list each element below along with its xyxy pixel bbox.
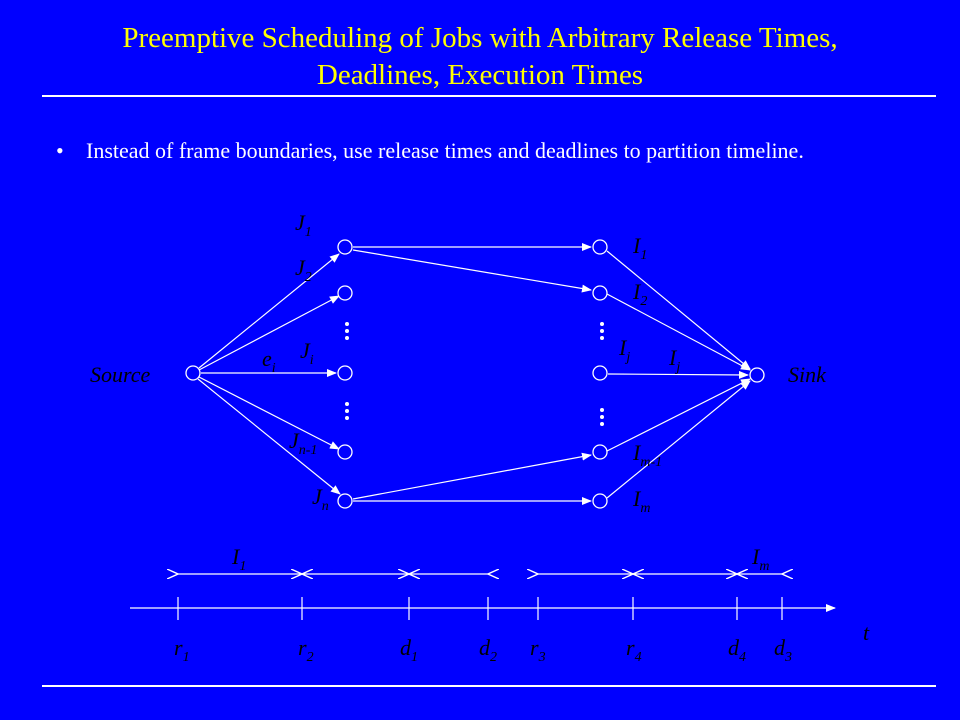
edge-source-jn — [198, 379, 340, 494]
job-label-i: $J_i$ — [300, 338, 314, 368]
timeline-interval-label-1: $I_1$ — [232, 544, 247, 574]
edge-label-ei: $e_i$ — [262, 346, 276, 376]
interval-label-j: $I_j$ — [619, 335, 631, 365]
interval-node-2 — [593, 286, 607, 300]
job-node-i — [338, 366, 352, 380]
ellipsis-icon — [600, 322, 604, 340]
tick-label-r3: $r_3$ — [530, 635, 546, 665]
source-label: Source — [90, 362, 151, 387]
job-label-1: $J_1$ — [295, 210, 312, 240]
ellipsis-icon — [345, 322, 349, 340]
ellipsis-markers — [345, 322, 604, 426]
source-node — [186, 366, 200, 380]
edge-source-jn1 — [199, 377, 339, 449]
interval-node-m — [593, 494, 607, 508]
timeline-axis — [130, 597, 835, 620]
tick-label-d1: $d_1$ — [400, 635, 418, 665]
footer-divider — [42, 685, 936, 687]
graph-labels — [90, 210, 827, 516]
interval-node-m-1 — [593, 445, 607, 459]
edge-label-ij: $I_j$ — [669, 345, 681, 375]
edge-jn-im1 — [353, 455, 591, 499]
title-line-2: Deadlines, Execution Times — [316, 59, 644, 91]
job-label-2: $J_2$ — [295, 255, 312, 285]
job-label-n-1: $J_{n-1}$ — [289, 428, 318, 458]
tick-label-r1: $r_1$ — [174, 635, 190, 665]
bullet-text: Instead of frame boundaries, use release times and deadlines to partition timeline. — [86, 138, 804, 163]
ellipsis-icon — [345, 402, 349, 420]
job-node-n — [338, 494, 352, 508]
job-node-n-1 — [338, 445, 352, 459]
tick-label-d2: $d_2$ — [479, 635, 497, 665]
timeline-interval-label-m: $I_m$ — [752, 544, 770, 574]
interval-node-j — [593, 366, 607, 380]
interval-label-m-1: $I_{m-1}$ — [633, 440, 663, 470]
tick-label-d3: $d_3$ — [774, 635, 792, 665]
sink-node — [750, 368, 764, 382]
job-interval-edges — [353, 247, 591, 501]
tick-label-r2: $r_2$ — [298, 635, 314, 665]
job-node-2 — [338, 286, 352, 300]
edge-j1-i2 — [353, 250, 591, 290]
tick-label-r4: $r_4$ — [626, 635, 642, 665]
timeline-labels — [174, 544, 870, 665]
bullet-dot-icon: • — [56, 138, 64, 163]
sink-label: Sink — [788, 362, 826, 387]
time-axis-label: t — [863, 620, 870, 645]
interval-node-1 — [593, 240, 607, 254]
title-line-1: Preemptive Scheduling of Jobs with Arbitrary Release Times, — [122, 22, 838, 54]
edge-im-sink — [607, 381, 750, 498]
source-edges — [198, 254, 340, 494]
ellipsis-icon — [600, 408, 604, 426]
interval-label-2: $I_2$ — [633, 279, 648, 309]
job-label-n: $J_n$ — [312, 484, 329, 514]
tick-label-d4: $d_4$ — [728, 635, 746, 665]
interval-label-m: $I_m$ — [633, 486, 651, 516]
interval-label-1: $I_1$ — [633, 233, 648, 263]
job-node-1 — [338, 240, 352, 254]
